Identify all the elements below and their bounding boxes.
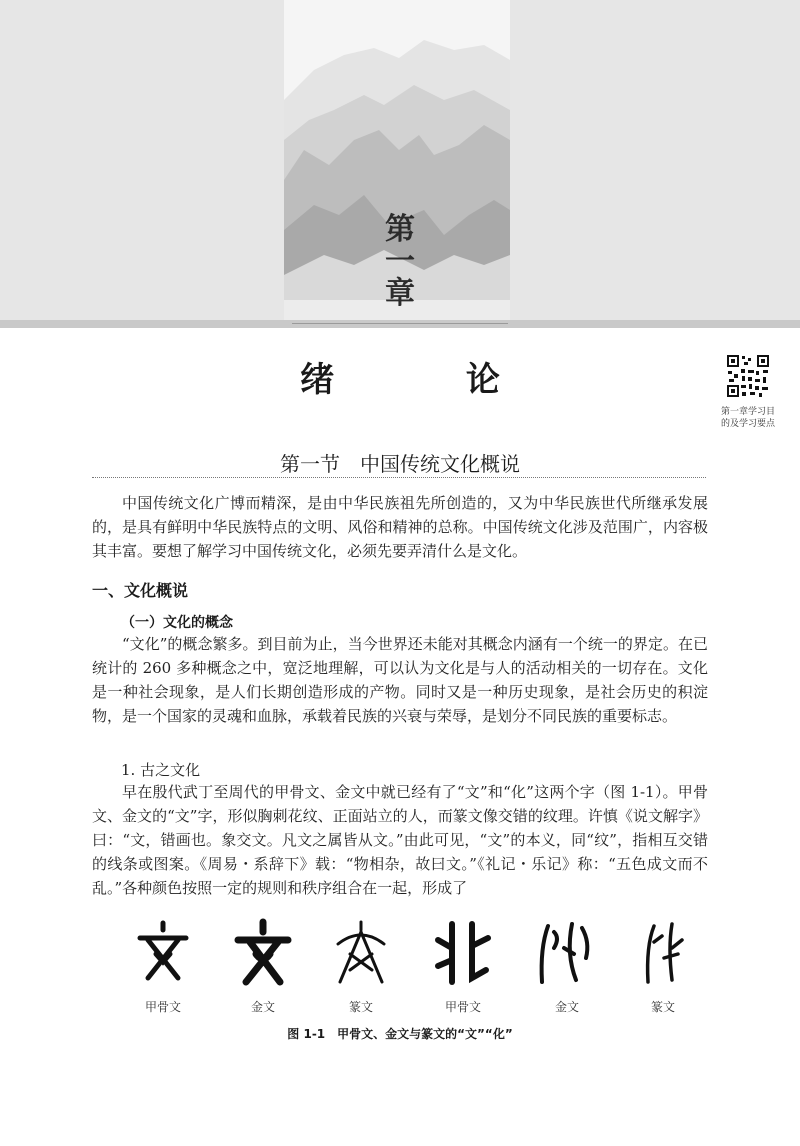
- glyph-label: 金文: [554, 1000, 579, 1014]
- intro-paragraph: 中国传统文化广博而精深，是由中华民族祖先所创造的，又为中华民族世代所继承发展的，是具有鲜明中华民族特点的文明、风俗和精神的总称。中国传统文化涉及范围广，内容极其丰富。要想了解学习中国传统文化，必须先要弄清什么是文化。: [92, 494, 708, 560]
- section-divider: [92, 477, 706, 478]
- oracle-wen-glyph-icon: [128, 918, 198, 988]
- chapter-char: 第: [385, 212, 415, 247]
- bronze-hua-glyph-icon: [530, 918, 600, 988]
- glyph-label: 甲骨文: [144, 1000, 181, 1014]
- heading-level2: （一）文化的概念: [121, 615, 233, 631]
- qr-code-icon[interactable]: [726, 354, 770, 398]
- glyph-label: 甲骨文: [444, 1000, 481, 1014]
- seal-hua-glyph-icon: [628, 918, 698, 988]
- figure-caption: 图 1-1 甲骨文、金文与篆文的“文”“化”: [287, 1027, 513, 1041]
- glyph-label: 篆文: [650, 1000, 675, 1014]
- ancient-paragraph: 早在殷代武丁至周代的甲骨文、金文中就已经有了“文”和“化”这两个字（图 1-1）。甲骨文、金文的“文”字，形似胸刺花纹、正面站立的人，而篆文像交错的纹理。许慎《说文解字》曰：“文，错画也。象交文。凡文之属皆从文。”由此可见，“文”的本义，同“纹”，指相互交错的线条或图案。《周易・系辞下》载：“物相杂，故曰文。”《礼记・乐记》称：“五色成文而不乱。”各种颜色按照一定的规则和秩序组合在一起，形成了: [92, 783, 708, 897]
- chapter-char: 一: [385, 244, 415, 279]
- chapter-title: 绪 论: [300, 360, 560, 400]
- heading-level1: 一、文化概说: [92, 581, 189, 600]
- concept-paragraph: “文化”的概念繁多。到目前为止，当今世界还未能对其概念内涵有一个统一的界定。在已统计的 260 多种概念之中，宽泛地理解，可以认为文化是与人的活动相关的一切存在。文化是一种社会现象，是人们长期创造形成的产物。同时又是一种历史现象，是社会历史的积淀物，是一个国家的灵魂和血脉，承载着民族的兴衰与荣辱，是划分不同民族的重要标志。: [92, 635, 708, 725]
- glyph-label: 篆文: [348, 1000, 373, 1014]
- bronze-wen-glyph-icon: [228, 918, 298, 988]
- banner-bar: [0, 320, 800, 328]
- qr-caption: 第一章学习目的及学习要点: [720, 407, 775, 429]
- chapter-char: 章: [385, 276, 415, 311]
- chapter-number: [378, 214, 422, 310]
- section-title: 第一节 中国传统文化概说: [280, 452, 520, 476]
- heading-level3: 1. 古之文化: [121, 761, 201, 779]
- panel-underline: [292, 323, 508, 324]
- figure-1-1: [110, 918, 690, 988]
- oracle-hua-glyph-icon: [428, 918, 498, 988]
- glyph-label: 金文: [250, 1000, 275, 1014]
- seal-wen-glyph-icon: [326, 918, 396, 988]
